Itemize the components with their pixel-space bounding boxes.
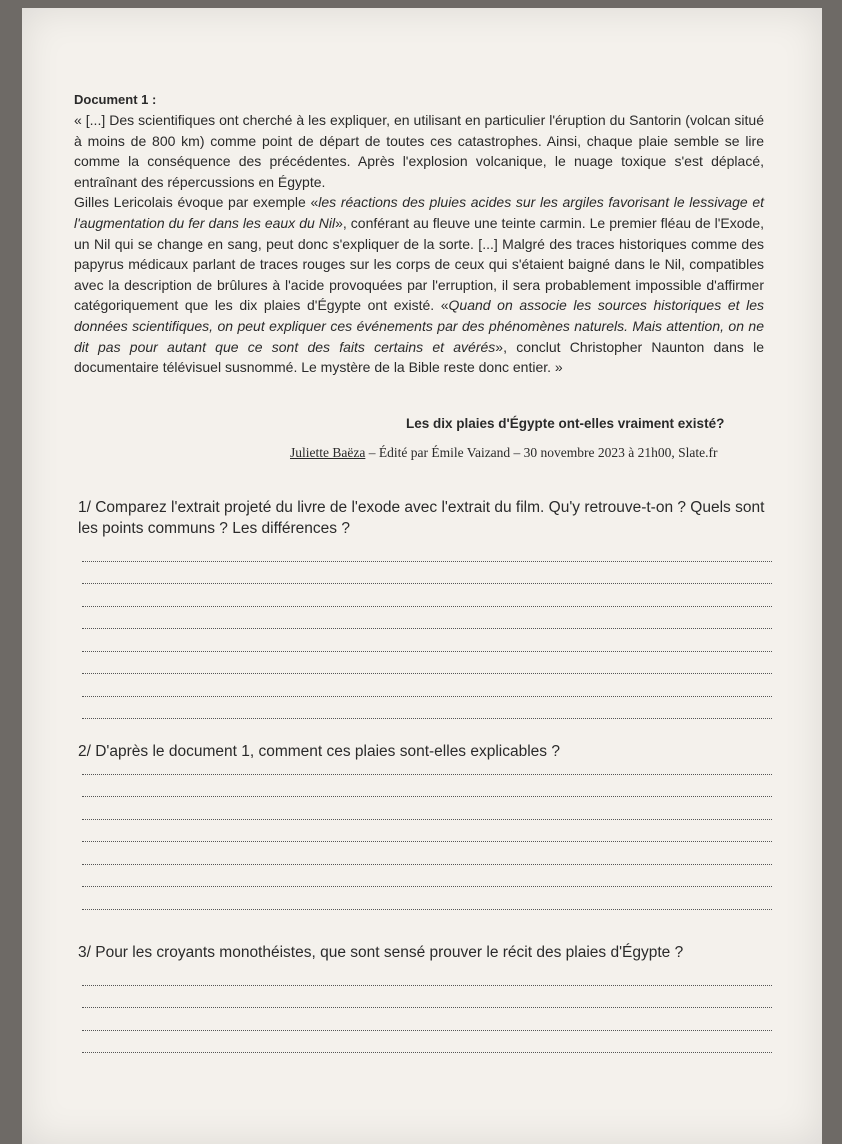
answer-line[interactable] — [82, 887, 772, 910]
answer-area-3[interactable] — [82, 963, 772, 1053]
paragraph-2-part-c: », conclut Christopher Naunton dans le documentaire télévisuel susnommé. Le mystère de la Bible reste donc entier. » — [74, 338, 764, 376]
answer-line[interactable] — [82, 865, 772, 888]
answer-area-1[interactable] — [82, 539, 772, 719]
answer-line[interactable] — [82, 797, 772, 820]
document-paragraph-2 — [74, 192, 764, 377]
answer-line[interactable] — [82, 629, 772, 652]
paragraph-2-part-b: », conférant au fleuve une teinte carmin. Le premier fléau de l'Exode, un Nil qui se change en sang, peut donc s'expliquer de la sorte. [...] Malgré des traces historiques comme des papyrus médicaux parlant de traces rouges sur les corps de ceux qui s'étaient baigné dans le Nil, compatibles avec la description de brûlures à l'acide provoquées par l'erruption, il sera probablement impossible d'affirmer catégoriquement que les dix plaies d'Égypte ont existé. « — [74, 214, 764, 314]
answer-line[interactable] — [82, 584, 772, 607]
quote-lericolais: les réactions des pluies acides sur les argiles favorisant le lessivage et l'augmentation du fer dans les eaux du Nil — [74, 194, 764, 231]
answer-line[interactable] — [82, 775, 772, 798]
answer-line[interactable] — [82, 607, 772, 630]
document-title: Document 1 : — [74, 92, 157, 107]
question-3: 3/ Pour les croyants monothéistes, que sont sensé prouver le récit des plaies d'Égypte ? — [78, 944, 684, 961]
answer-line[interactable] — [82, 697, 772, 720]
source-article-title: Les dix plaies d'Égypte ont-elles vraiment existé? — [406, 416, 725, 431]
answer-line[interactable] — [82, 674, 772, 697]
answer-line[interactable] — [82, 986, 772, 1009]
source-details: – Édité par Émile Vaizand – 30 novembre 2023 à 21h00, Slate.fr — [365, 445, 718, 460]
answer-line[interactable] — [82, 752, 772, 775]
answer-line[interactable] — [82, 562, 772, 585]
answer-line[interactable] — [82, 1008, 772, 1031]
answer-line[interactable] — [82, 539, 772, 562]
paragraph-2-part-a: Gilles Lericolais évoque par exemple « — [74, 194, 319, 211]
answer-line[interactable] — [82, 652, 772, 675]
answer-area-2[interactable] — [82, 752, 772, 910]
worksheet-page — [22, 8, 822, 1144]
source-citation — [290, 445, 718, 461]
question-2: 2/ D'après le document 1, comment ces plaies sont-elles explicables ? — [78, 743, 560, 760]
quote-naunton: Quand on associe les sources historiques et les données scientifiques, on peut expliquer ces événements par des phénomènes naturels. Mais attention, on ne dit pas pour autant que ce sont des faits certains et avérés — [74, 297, 764, 355]
question-1: 1/ Comparez l'extrait projeté du livre de l'exode avec l'extrait du film. Qu'y retrouve-t-on ? Quels sont les points communs ? Les différences ? — [78, 499, 765, 537]
document-paragraph-1: « [...] Des scientifiques ont cherché à les expliquer, en utilisant en particulier l'éruption du Santorin (volcan situé à moins de 800 km) comme point de départ de toutes ces catastrophes. Ainsi, chaque plaie semble se lire comme la conséquence des précédentes. Après l'explosion volcanique, le nuage toxique s'est déplacé, entraînant des répercussions en Égypte. — [74, 112, 764, 190]
answer-line[interactable] — [82, 820, 772, 843]
source-author: Juliette Baëza — [290, 445, 366, 460]
answer-line[interactable] — [82, 963, 772, 986]
document-text — [74, 110, 764, 378]
answer-line[interactable] — [82, 842, 772, 865]
answer-line[interactable] — [82, 1031, 772, 1054]
